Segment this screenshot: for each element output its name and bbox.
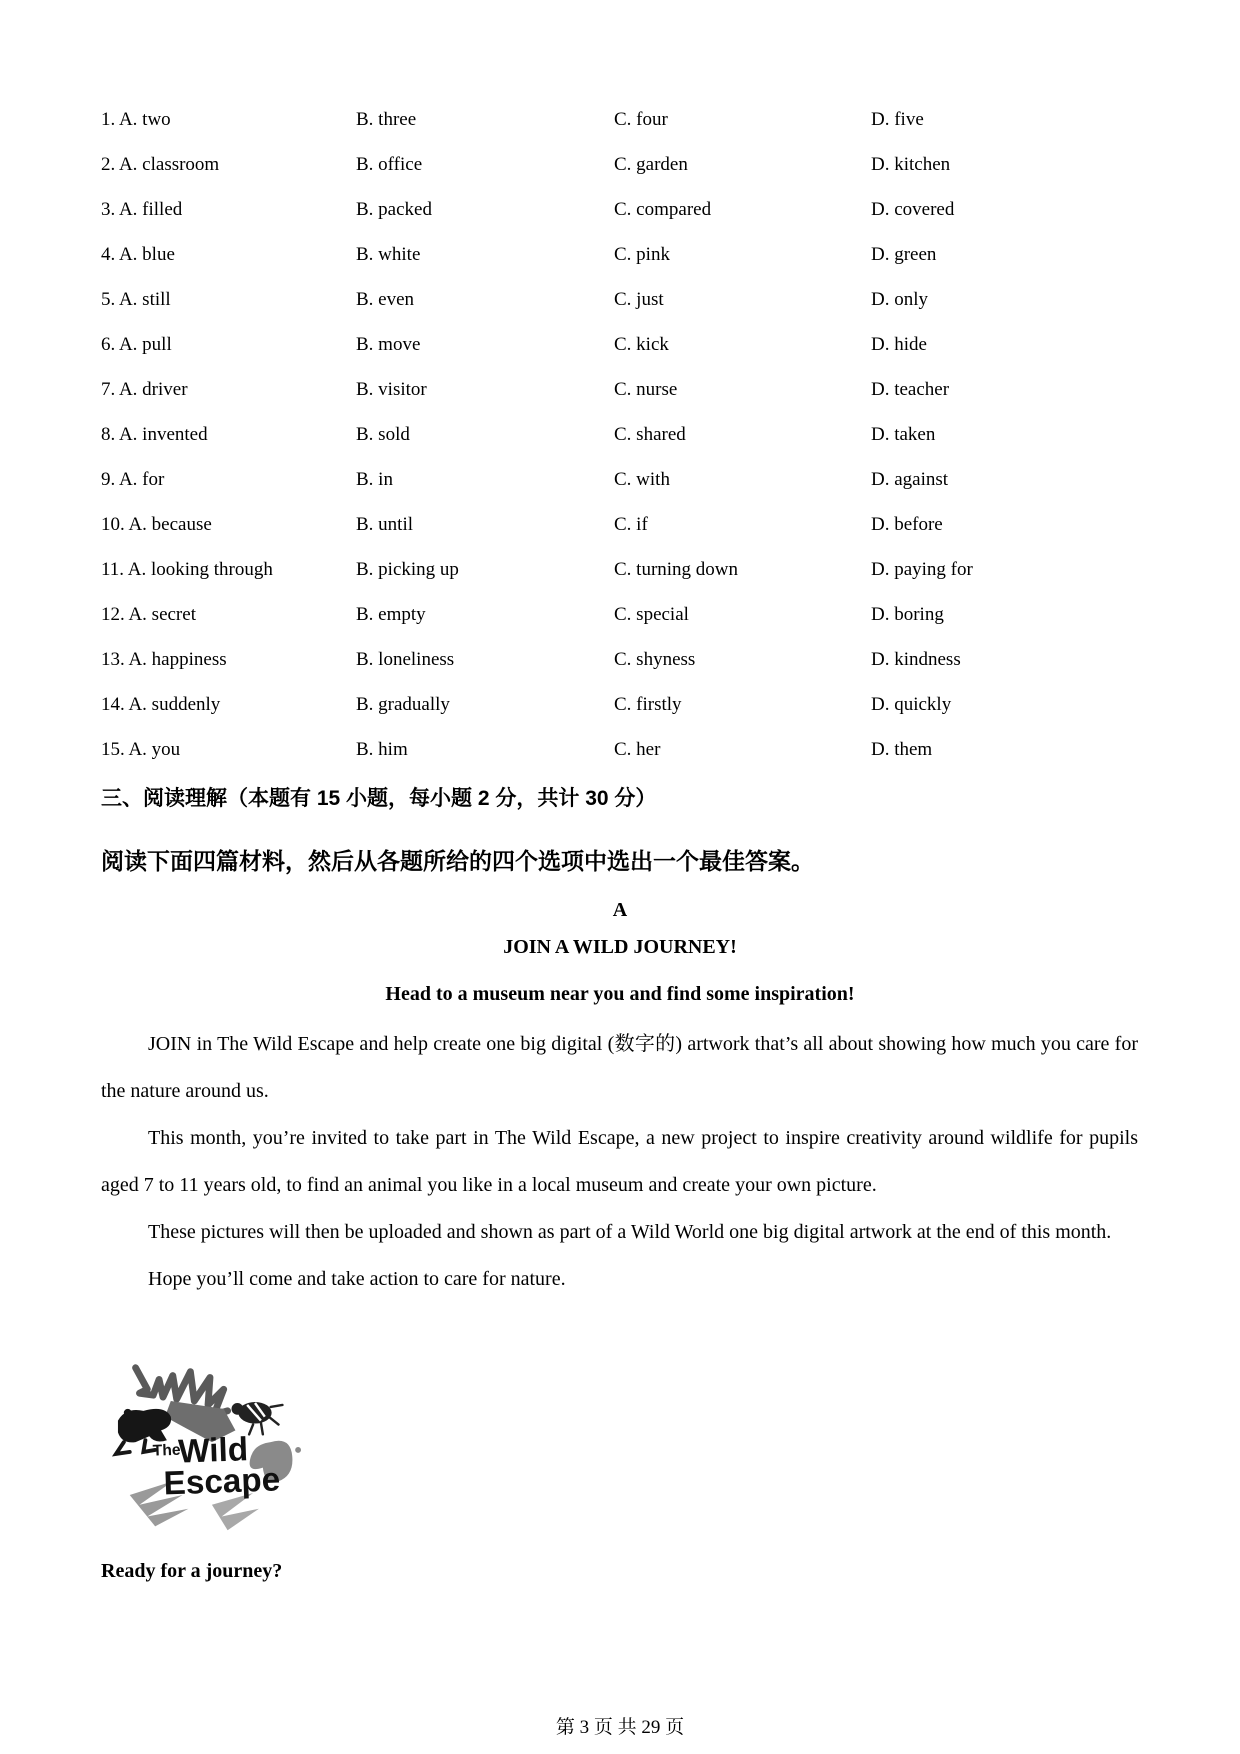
option-d-cell: D. boring bbox=[871, 603, 944, 625]
option-d-cell: D. paying for bbox=[871, 558, 973, 580]
passage-closing: Ready for a journey? bbox=[101, 1560, 283, 1582]
option-a-cell: 13. A. happiness bbox=[101, 648, 227, 670]
option-c-cell: C. shared bbox=[614, 423, 686, 445]
option-b-cell: B. visitor bbox=[356, 378, 427, 400]
option-c-cell: C. nurse bbox=[614, 378, 678, 400]
question-row bbox=[101, 322, 1141, 367]
question-row bbox=[101, 682, 1141, 727]
passage-title: JOIN A WILD JOURNEY! bbox=[503, 936, 737, 958]
question-row bbox=[101, 277, 1141, 322]
option-a-cell: 8. A. invented bbox=[101, 423, 208, 445]
logo-text-the: The bbox=[152, 1441, 181, 1460]
option-d-cell: D. only bbox=[871, 288, 928, 310]
option-b-cell: B. packed bbox=[356, 198, 432, 220]
option-c-cell: C. compared bbox=[614, 198, 712, 220]
option-a-cell: 12. A. secret bbox=[101, 603, 196, 625]
option-c-cell: C. just bbox=[614, 288, 664, 310]
option-d-cell: D. them bbox=[871, 738, 933, 760]
logo-text-wild: Wild bbox=[177, 1431, 249, 1471]
option-b-cell: B. until bbox=[356, 513, 414, 535]
option-a-cell: 11. A. looking through bbox=[101, 558, 273, 580]
option-d-cell: D. taken bbox=[871, 423, 936, 445]
option-d-cell: D. covered bbox=[871, 198, 955, 220]
option-a-cell: 9. A. for bbox=[101, 468, 165, 490]
option-b-cell: B. picking up bbox=[356, 558, 459, 580]
question-row bbox=[101, 97, 1141, 142]
option-c-cell: C. turning down bbox=[614, 558, 739, 580]
option-b-cell: B. even bbox=[356, 288, 415, 310]
option-c-cell: C. shyness bbox=[614, 648, 696, 670]
option-b-cell: B. him bbox=[356, 738, 408, 760]
question-row bbox=[101, 187, 1141, 232]
option-b-cell: B. three bbox=[356, 108, 417, 130]
reading-section-header: 三、阅读理解（本题有 15 小题，每小题 2 分，共计 30 分） bbox=[101, 787, 657, 810]
question-row bbox=[101, 457, 1141, 502]
option-c-cell: C. garden bbox=[614, 153, 688, 175]
page-number-footer: 第 3 页 共 29 页 bbox=[555, 1717, 685, 1738]
option-a-cell: 5. A. still bbox=[101, 288, 171, 310]
passage-paragraph: These pictures will then be uploaded and shown as part of a Wild World one big digital artwork at the end of this month. bbox=[148, 1221, 1112, 1243]
question-row bbox=[101, 232, 1141, 277]
option-a-cell: 7. A. driver bbox=[101, 378, 188, 400]
option-d-cell: D. before bbox=[871, 513, 943, 535]
option-c-cell: C. with bbox=[614, 468, 670, 490]
option-d-cell: D. quickly bbox=[871, 693, 952, 715]
option-a-cell: 15. A. you bbox=[101, 738, 181, 760]
logo-text-escape: Escape bbox=[163, 1461, 281, 1503]
option-a-cell: 2. A. classroom bbox=[101, 153, 220, 175]
bee-silhouette bbox=[232, 1402, 283, 1434]
question-row bbox=[101, 367, 1141, 412]
passage-label: A bbox=[612, 899, 628, 921]
option-a-cell: 10. A. because bbox=[101, 513, 212, 535]
option-a-cell: 6. A. pull bbox=[101, 333, 172, 355]
question-row bbox=[101, 727, 1141, 772]
question-row bbox=[101, 637, 1141, 682]
option-d-cell: D. hide bbox=[871, 333, 927, 355]
question-row bbox=[101, 502, 1141, 547]
option-c-cell: C. firstly bbox=[614, 693, 682, 715]
option-d-cell: D. five bbox=[871, 108, 924, 130]
option-b-cell: B. move bbox=[356, 333, 421, 355]
option-a-cell: 1. A. two bbox=[101, 108, 171, 130]
option-b-cell: B. sold bbox=[356, 423, 410, 445]
option-d-cell: D. kitchen bbox=[871, 153, 951, 175]
reading-instruction: 阅读下面四篇材料，然后从各题所给的四个选项中选出一个最佳答案。 bbox=[101, 848, 814, 874]
question-row bbox=[101, 412, 1141, 457]
passage-paragraph: This month, you’re invited to take part in The Wild Escape, a new project to inspire creativity around wildlife for pupils aged 7 to 11 years old, to find an animal you like in a local museum and create your own picture. bbox=[101, 1127, 1138, 1196]
option-b-cell: B. white bbox=[356, 243, 421, 265]
option-a-cell: 14. A. suddenly bbox=[101, 693, 221, 715]
wild-escape-logo bbox=[106, 1356, 312, 1542]
option-c-cell: C. her bbox=[614, 738, 661, 760]
question-row bbox=[101, 142, 1141, 187]
passage-subtitle: Head to a museum near you and find some inspiration! bbox=[385, 983, 855, 1005]
option-d-cell: D. kindness bbox=[871, 648, 961, 670]
option-a-cell: 4. A. blue bbox=[101, 243, 175, 265]
option-c-cell: C. four bbox=[614, 108, 668, 130]
option-b-cell: B. office bbox=[356, 153, 423, 175]
passage-paragraph: Hope you’ll come and take action to care for nature. bbox=[148, 1268, 566, 1290]
question-row bbox=[101, 592, 1141, 637]
passage-paragraph: JOIN in The Wild Escape and help create one big digital (数字的) artwork that’s all about showing how much you care for the nature around us. bbox=[101, 1033, 1138, 1102]
cloze-options-section bbox=[101, 97, 1141, 772]
option-c-cell: C. special bbox=[614, 603, 689, 625]
option-a-cell: 3. A. filled bbox=[101, 198, 183, 220]
option-d-cell: D. against bbox=[871, 468, 949, 490]
option-b-cell: B. empty bbox=[356, 603, 426, 625]
question-row bbox=[101, 547, 1141, 592]
option-b-cell: B. in bbox=[356, 468, 393, 490]
option-c-cell: C. kick bbox=[614, 333, 669, 355]
option-c-cell: C. pink bbox=[614, 243, 670, 265]
option-c-cell: C. if bbox=[614, 513, 648, 535]
option-d-cell: D. teacher bbox=[871, 378, 950, 400]
option-b-cell: B. gradually bbox=[356, 693, 450, 715]
passage-body bbox=[101, 1021, 1138, 1303]
option-d-cell: D. green bbox=[871, 243, 937, 265]
option-b-cell: B. loneliness bbox=[356, 648, 455, 670]
